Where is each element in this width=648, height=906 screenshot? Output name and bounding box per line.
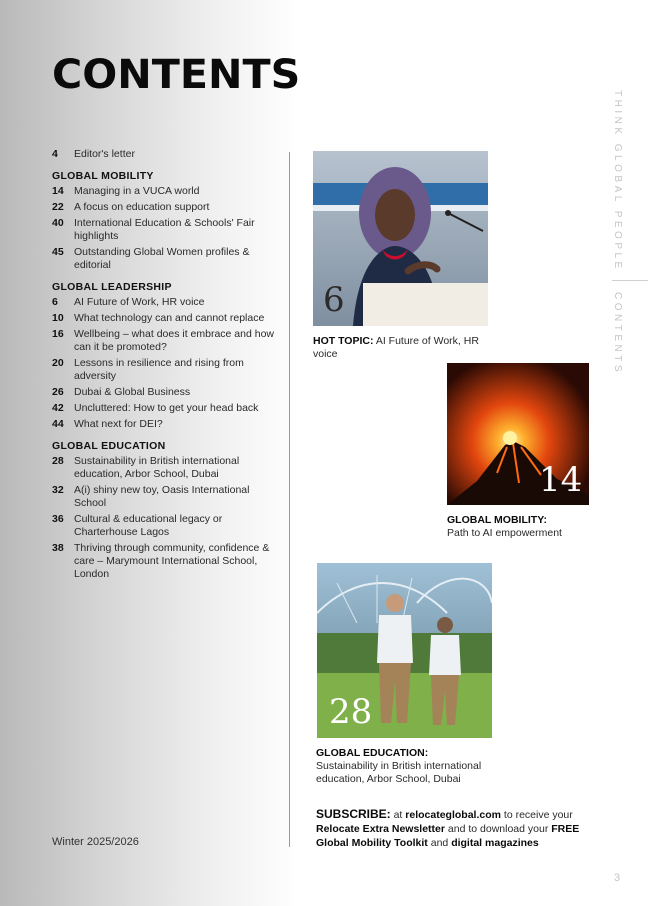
side-label-publication: THINK GLOBAL PEOPLE bbox=[612, 90, 623, 272]
digital-magazines-link[interactable]: digital magazines bbox=[451, 837, 539, 849]
toc-title: Sustainability in British international education, Arbor School, Dubai bbox=[74, 455, 240, 480]
page-title: CONTENTS bbox=[52, 52, 301, 98]
toc-title: Managing in a VUCA world bbox=[74, 185, 200, 197]
side-label-section: CONTENTS bbox=[612, 292, 623, 375]
toc-entry[interactable] bbox=[52, 201, 277, 214]
toc-entry[interactable] bbox=[52, 484, 277, 510]
toc-title: Thriving through community, confidence & care – Marymount International School, London bbox=[74, 542, 270, 580]
toc-entry[interactable] bbox=[52, 312, 277, 325]
toc-page-number: 14 bbox=[52, 185, 64, 197]
caption-text: Sustainability in British international education, Arbor School, Dubai bbox=[316, 760, 482, 785]
newsletter-link[interactable]: Relocate Extra Newsletter bbox=[316, 823, 445, 835]
feature-page-number: 6 bbox=[323, 280, 345, 320]
toc-page-number: 26 bbox=[52, 386, 64, 398]
toc-entry[interactable] bbox=[52, 217, 277, 243]
table-of-contents bbox=[52, 148, 277, 584]
feature-photo-global-education[interactable] bbox=[317, 563, 492, 738]
subscribe-block bbox=[316, 807, 606, 850]
toc-page-number: 44 bbox=[52, 418, 64, 430]
toc-entry[interactable] bbox=[52, 296, 277, 309]
issue-date: Winter 2025/2026 bbox=[52, 836, 139, 848]
section-heading-global-education: GLOBAL EDUCATION bbox=[52, 440, 166, 452]
toc-page-number: 36 bbox=[52, 513, 64, 525]
caption-label: GLOBAL EDUCATION: bbox=[316, 747, 429, 759]
section-heading-global-leadership: GLOBAL LEADERSHIP bbox=[52, 281, 172, 293]
subscribe-site-link[interactable]: relocateglobal.com bbox=[405, 809, 501, 821]
toc-page-number: 40 bbox=[52, 217, 64, 229]
subscribe-heading: SUBSCRIBE: bbox=[316, 807, 391, 821]
feature-caption-hot-topic[interactable] bbox=[313, 335, 493, 361]
toc-page-number: 20 bbox=[52, 357, 64, 369]
toc-title: AI Future of Work, HR voice bbox=[74, 296, 205, 308]
toolkit-link[interactable]: FREE Global Mobility Toolkit bbox=[316, 823, 580, 849]
toc-page-number: 10 bbox=[52, 312, 64, 324]
toc-title: Cultural & educational legacy or Charterhouse Lagos bbox=[74, 513, 223, 538]
toc-page-number: 28 bbox=[52, 455, 64, 467]
toc-entry[interactable] bbox=[52, 542, 277, 581]
toc-entry[interactable] bbox=[52, 357, 277, 383]
toc-page-number: 42 bbox=[52, 402, 64, 414]
toc-entry[interactable] bbox=[52, 418, 277, 431]
toc-entry[interactable] bbox=[52, 185, 277, 198]
toc-entry[interactable] bbox=[52, 328, 277, 354]
toc-title: A(i) shiny new toy, Oasis International School bbox=[74, 484, 250, 509]
subscribe-text: at bbox=[393, 809, 403, 821]
caption-label: GLOBAL MOBILITY: bbox=[447, 514, 547, 526]
side-label-divider bbox=[612, 280, 648, 281]
caption-text: AI Future of Work, HR voice bbox=[313, 335, 479, 360]
feature-photo-hot-topic[interactable] bbox=[313, 151, 488, 326]
toc-title: Editor's letter bbox=[74, 148, 135, 160]
subscribe-text: and bbox=[430, 837, 449, 849]
toc-page-number: 38 bbox=[52, 542, 64, 554]
toc-entry[interactable] bbox=[52, 513, 277, 539]
toc-title: What technology can and cannot replace bbox=[74, 312, 265, 324]
feature-photo-global-mobility[interactable] bbox=[447, 363, 589, 505]
toc-page-number: 4 bbox=[52, 148, 58, 160]
toc-title: Lessons in resilience and rising from adversity bbox=[74, 357, 244, 382]
feature-caption-global-education[interactable] bbox=[316, 747, 526, 786]
toc-page-number: 22 bbox=[52, 201, 64, 213]
feature-page-number: 28 bbox=[329, 692, 373, 732]
toc-title: Outstanding Global Women profiles & editorial bbox=[74, 246, 250, 271]
feature-page-number: 14 bbox=[539, 460, 583, 500]
section-heading-global-mobility: GLOBAL MOBILITY bbox=[52, 170, 154, 182]
toc-entry[interactable] bbox=[52, 402, 277, 415]
caption-label: HOT TOPIC: bbox=[313, 335, 374, 347]
toc-title: Uncluttered: How to get your head back bbox=[74, 402, 259, 414]
toc-entry[interactable] bbox=[52, 386, 277, 399]
toc-entry[interactable] bbox=[52, 148, 277, 161]
toc-page-number: 32 bbox=[52, 484, 64, 496]
toc-page-number: 16 bbox=[52, 328, 64, 340]
toc-title: What next for DEI? bbox=[74, 418, 163, 430]
column-divider bbox=[289, 152, 290, 847]
toc-title: Wellbeing – what does it embrace and how can it be promoted? bbox=[74, 328, 275, 353]
toc-title: Dubai & Global Business bbox=[74, 386, 191, 398]
subscribe-text: and to download your bbox=[447, 823, 549, 835]
toc-page-number: 45 bbox=[52, 246, 64, 258]
toc-entry[interactable] bbox=[52, 246, 277, 272]
toc-title: A focus on education support bbox=[74, 201, 210, 213]
subscribe-text: to receive your bbox=[503, 809, 573, 821]
toc-entry[interactable] bbox=[52, 455, 277, 481]
toc-page-number: 6 bbox=[52, 296, 58, 308]
caption-text: Path to AI empowerment bbox=[447, 527, 562, 539]
feature-caption-global-mobility[interactable] bbox=[447, 514, 617, 540]
page-number: 3 bbox=[614, 872, 621, 884]
toc-title: International Education & Schools' Fair highlights bbox=[74, 217, 255, 242]
